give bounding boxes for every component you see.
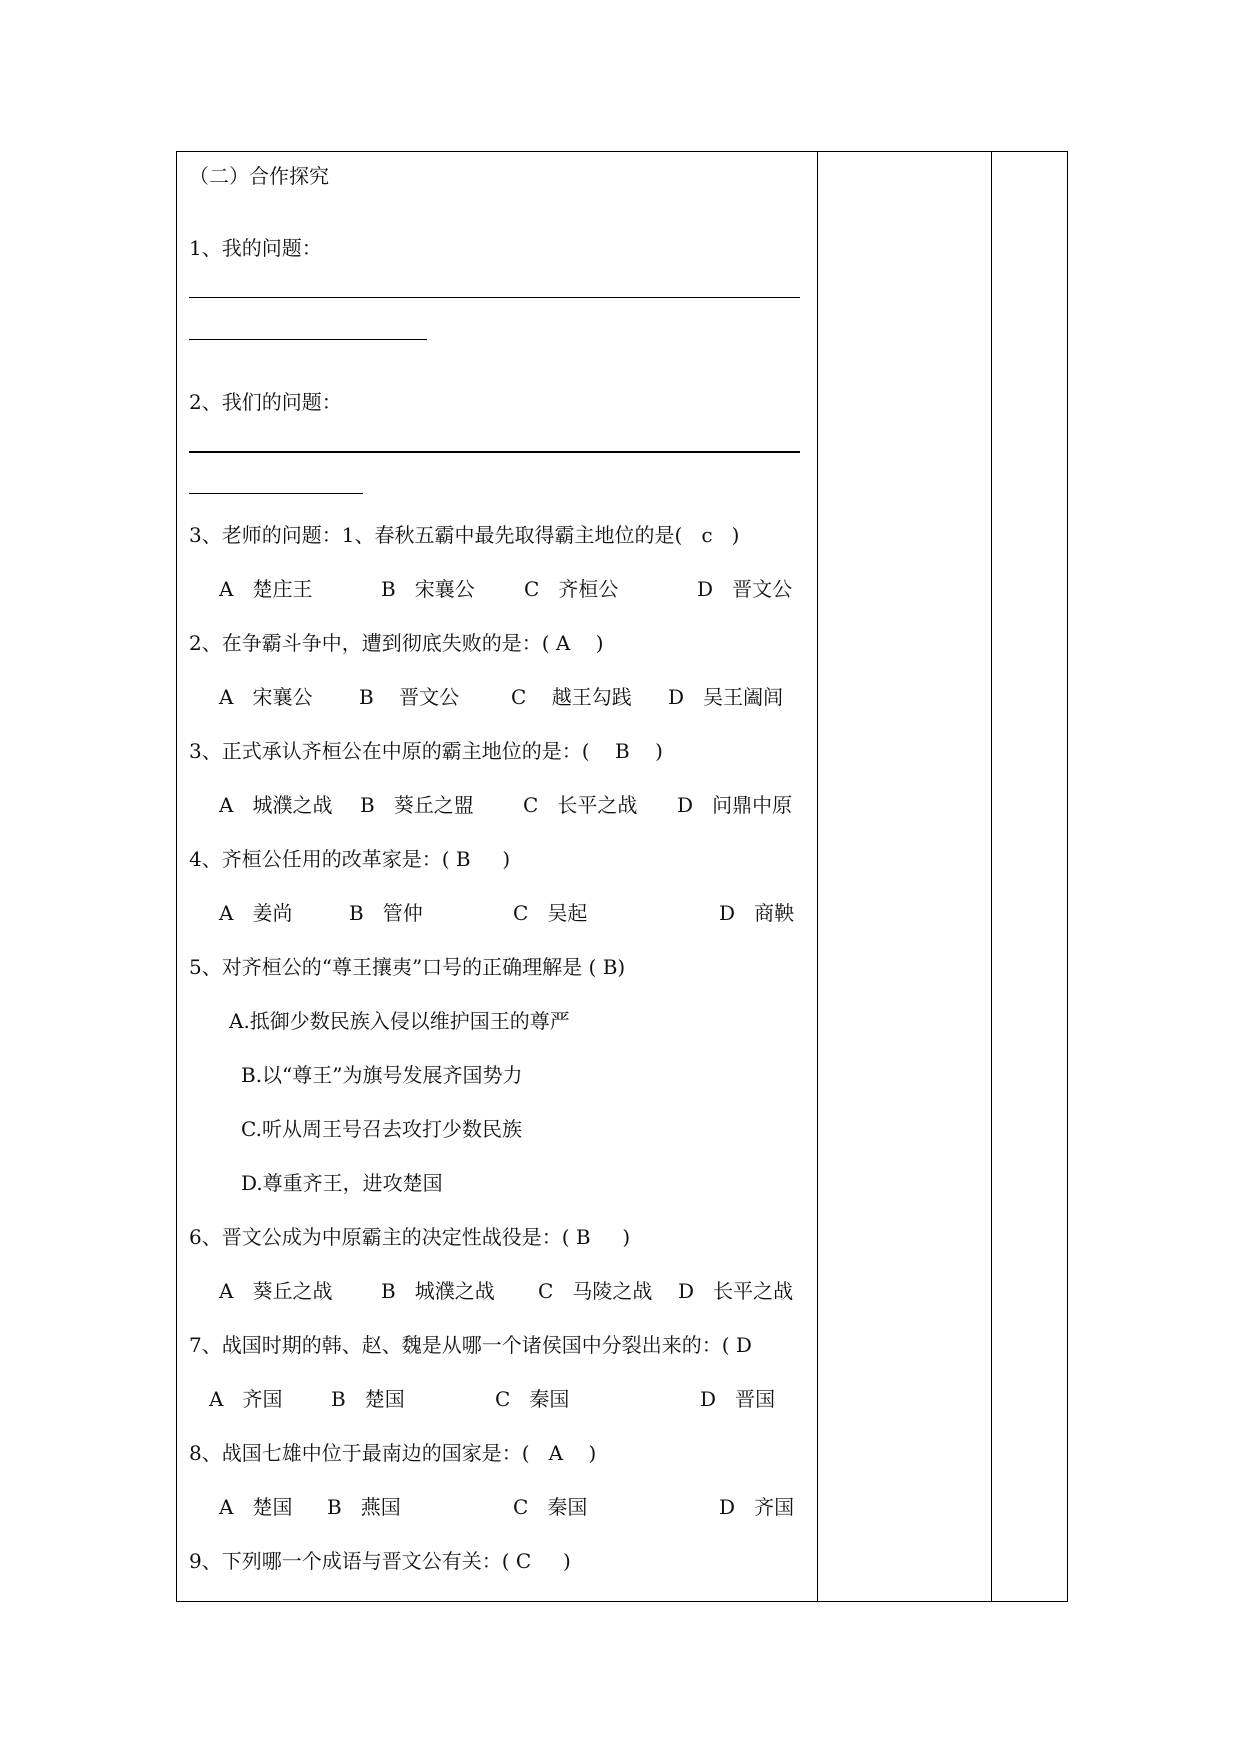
option: C 长平之战 [523,793,638,817]
question-options [209,1385,775,1413]
answer-line [189,297,800,298]
option: B 葵丘之盟 [360,793,474,817]
question-options [219,899,794,927]
option: B.以“尊王”为旗号发展齐国势力 [241,1063,523,1087]
question: 9、下列哪一个成语与晋文公有关：( C ) [189,1549,571,1573]
column-divider [991,151,992,1602]
option: C 越王勾践 [511,685,632,709]
option: D 商鞅 [719,901,795,925]
option: B 晋文公 [359,685,460,709]
option: B 城濮之战 [381,1279,495,1303]
option: C 马陵之战 [538,1279,653,1303]
option: D 齐国 [719,1495,795,1519]
option: C 秦国 [495,1387,570,1411]
option: A 楚庄王 [219,577,313,601]
question-options [219,575,792,603]
option: D 晋文公 [697,577,793,601]
option: A 城濮之战 [219,793,333,817]
option: C 齐桓公 [524,577,619,601]
option: A 楚国 [219,1495,293,1519]
option: A.抵御少数民族入侵以维护国王的尊严 [229,1009,570,1033]
question: 2、在争霸斗争中，遭到彻底失败的是：( A ) [189,631,604,655]
question-options [219,1277,793,1305]
option: C 秦国 [513,1495,588,1519]
question: 3、正式承认齐桓公在中原的霸主地位的是：( B ) [189,739,663,763]
option: A 齐国 [209,1387,283,1411]
option: D 问鼎中原 [677,793,793,817]
question-options [219,683,783,711]
option: A 姜尚 [219,901,293,925]
section-title: （二）合作探究 [189,164,329,188]
question-options [219,1493,794,1521]
teacher-question-label: 3、老师的问题：1、春秋五霸中最先取得霸主地位的是( c ) [189,523,740,547]
option: B 管仲 [349,901,423,925]
option: A 宋襄公 [219,685,313,709]
question-options [219,791,792,819]
option: B 楚国 [331,1387,405,1411]
option: D 吴王阖闾 [668,685,784,709]
option: D 长平之战 [678,1279,794,1303]
answer-line [189,339,427,340]
option: A 葵丘之战 [219,1279,333,1303]
option: B 燕国 [327,1495,401,1519]
option: D 晋国 [700,1387,776,1411]
option: D.尊重齐王，进攻楚国 [241,1171,443,1195]
question: 5、对齐桓公的“尊王攘夷”口号的正确理解是 ( B) [189,955,626,979]
option: C 吴起 [513,901,588,925]
column-divider [817,151,818,1602]
question: 4、齐桓公任用的改革家是：( B ) [189,847,511,871]
option: C.听从周王号召去攻打少数民族 [241,1117,522,1141]
option: B 宋襄公 [381,577,475,601]
question: 6、晋文公成为中原霸主的决定性战役是：( B ) [189,1225,631,1249]
answer-line [189,493,363,494]
question: 8、战国七雄中位于最南边的国家是：( A ) [189,1441,597,1465]
my-question-label: 1、我的问题： [189,236,322,260]
question: 7、战国时期的韩、赵、魏是从哪一个诸侯国中分裂出来的：( D [189,1333,752,1357]
answer-line [189,451,800,453]
our-question-label: 2、我们的问题： [189,390,342,414]
